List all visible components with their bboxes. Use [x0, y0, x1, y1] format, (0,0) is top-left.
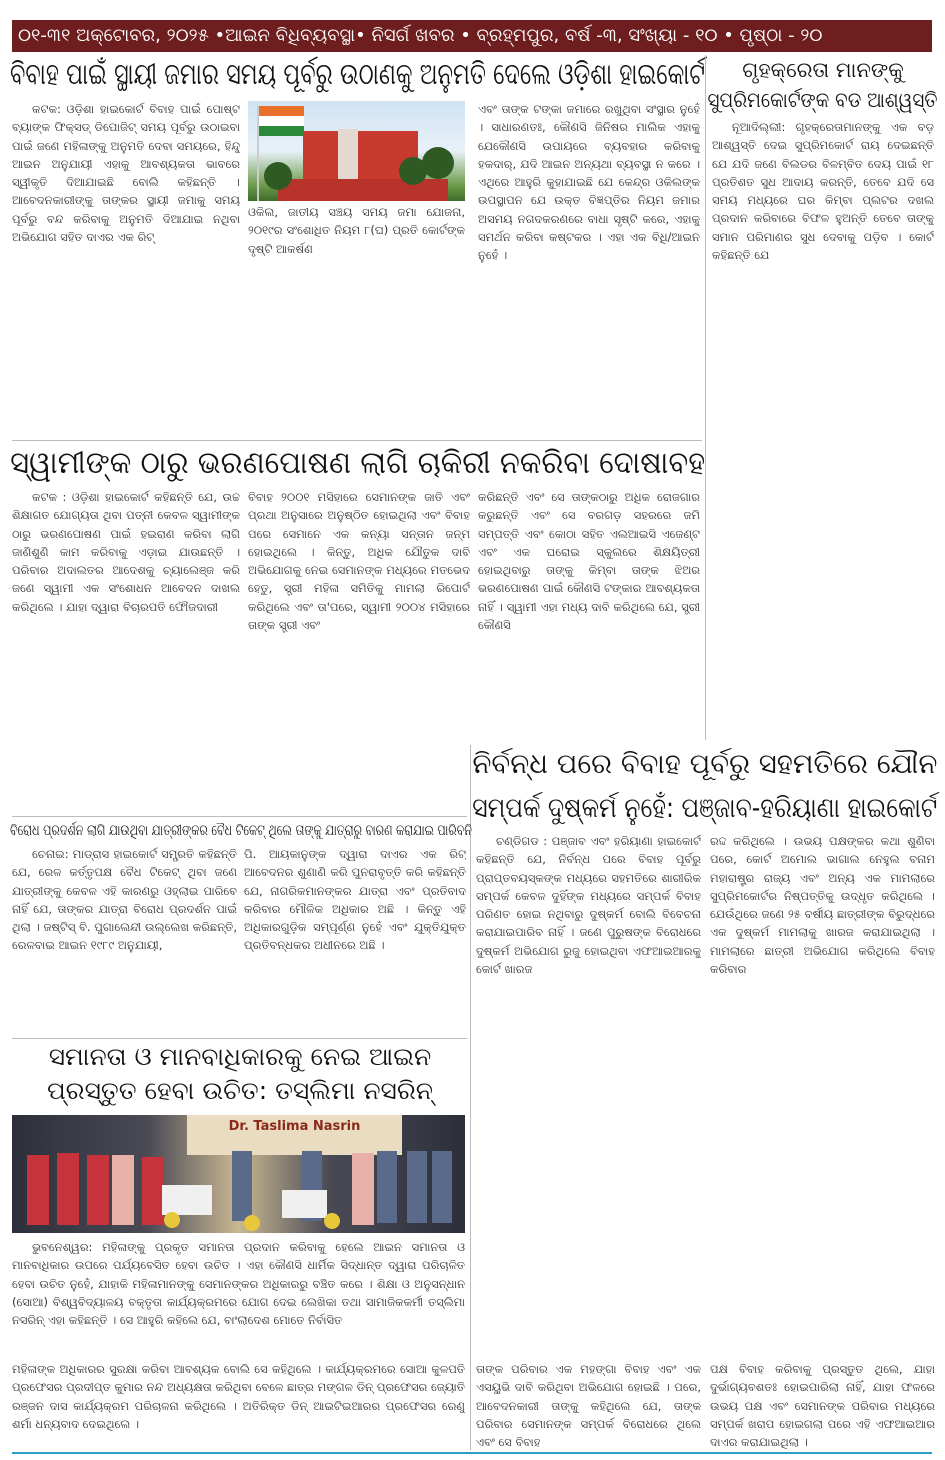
article-text: ଚେନାଇ: ମାଡ୍ରାସ ହାଇକୋର୍ଟ ସମ୍ପ୍ରତି କହିଛନ୍ତି ଯେ, ରେଳ କର୍ତ୍ତୃପକ୍ଷ ବୈଧ ଟିକେଟ୍ ଥିବା ଜଣେ ଯାତ୍ରୀଙ୍କୁ କେବଳ ଏହି କାରଣରୁ ଓହ୍ଲାଇ ପାରିବେ ନାହିଁ ଯେ, ତାଙ୍କର ଯାତ୍ରା ବିରୋଧ ପ୍ରଦର୍ଶନ ପାଇଁ ଥିଲା । ଜଷ୍ଟିସ୍ ବି. ପୁଗାଲେନ୍ଦୀ ଉଲ୍ଲେଖ କରିଛନ୍ତି, ରେଳବାଇ ଆଇନ ୧୯୮୯ ଅନୁଯାୟୀ,	[12, 847, 237, 953]
article-6-body-end	[12, 1360, 465, 1452]
article-text: କଟକ : ଓଡ଼ିଶା ହାଇକୋର୍ଟ କହିଛନ୍ତି ଯେ, ଉଚ୍ଚ ଶିକ୍ଷାଗତ ଯୋଗ୍ୟତା ଥିବା ପତ୍ନୀ କେବଳ ସ୍ୱାମୀଙ୍କ ଠାରୁ ଭରଣପୋଷଣ ପାଇଁ ହଇରାଣ କରିବା ଲାଗି ଜାଣିଶୁଣି କାମ କରିବାକୁ ଏଡ଼ାଇ ଯାଉଛନ୍ତି । ପରିବାର ଅଦାଲତର ଆଦେଶକୁ ଚ୍ୟାଲେଞ୍ଜ କରି ଜଣେ ସ୍ୱାମୀ ଏକ ସଂଶୋଧନ ଆବେଦନ ଦାଖଲ କରିଥିଲେ । ଯାହା ଦ୍ୱାରା ବିଚାରପତି ଫୌଜଦାରୀ	[12, 490, 240, 614]
article-4-col-2	[710, 832, 935, 1344]
article-1-col-3	[478, 100, 700, 435]
article-text: କରିଛନ୍ତି ଏବଂ ସେ ତାଙ୍କଠାରୁ ଅଧିକ ରୋଜଗାର କରୁଛନ୍ତି ଏବଂ ସେ ବରଗଡ଼ ସହରରେ ଜମି ସମ୍ପତ୍ତି ଏବଂ କୋଠା ସହିତ ଏଲଆଇସି ଏଜେଣ୍ଟ ଏବଂ ଏକ ଘରୋଇ ସ୍କୁଲରେ ଶିକ୍ଷୟିତ୍ରୀ ହୋଇଥିବାରୁ ତାଙ୍କୁ କିମ୍ବା ତାଙ୍କ ଝିଅର ଭରଣପୋଷଣ ପାଇଁ କୌଣସି ଟଙ୍କାର ଆବଶ୍ୟକତା ନାହିଁ । ସ୍ୱାମୀ ଏହା ମଧ୍ୟ ଦାବି କରିଥିଲେ ଯେ, ସ୍ତ୍ରୀ କୌଣସି	[478, 490, 700, 633]
article-text: ଏବଂ ତାଙ୍କ ଟଙ୍କା ଜମାରେ ରଖୁଥିବା ସଂସ୍ଥାର ନୁହେଁ । ସାଧାରଣତଃ, କୌଣସି ଜିନିଷର ମାଲିକ ଏହାକୁ ଯେକୌଣସି ଉପାୟରେ ବ୍ୟବହାର କରିବାକୁ ହକଦାର୍, ଯଦି ଆଇନ ଅନ୍ୟଥା ବ୍ୟବସ୍ଥା ନ କରେ । ଏଥିରେ ଆହୁରି କୁହାଯାଇଛି ଯେ କେନ୍ଦ୍ର ଓକିଲଙ୍କ ଉପସ୍ଥାପନ ଯେ ଉକ୍ତ ବିଜ୍ଞପ୍ତିର ନିୟମ ଜମାର ଅସମୟ ନଗଦକରଣରେ ବାଧା ସୃଷ୍ଟି କରେ, ଏହାକୁ ସମର୍ଥନ କରିବା କଷ୍ଟକର । ଏହା ଏକ ବିଧି/ଆଇନ ନୁହେଁ ।	[478, 102, 700, 263]
headline-maintenance	[10, 442, 705, 484]
article-text: ମହିଳାଙ୍କ ଅଧିକାରର ସୁରକ୍ଷା କରିବା ଆବଶ୍ୟକ ବୋଲି ସେ କହିଥିଲେ । କାର୍ଯ୍ୟକ୍ରମରେ ସୋଆ କୁଳପତି ପ୍ରଫେସର ପ୍ରଦୀପ୍ତ କୁମାର ନନ୍ଦ ଅଧ୍ୟକ୍ଷତା କରିଥିବା ବେଳେ ଛାତ୍ର ମଙ୍ଗଳ ଡିନ୍ ପ୍ରଫେସର ଜ୍ୟୋତି ରଞ୍ଜନ ଦାସ କାର୍ଯ୍ୟକ୍ରମ ପରିଚାଳନା କରିଥିଲେ । ଅତିରିକ୍ତ ଡିନ୍ ଆଇଟିଇଆରର ପ୍ରଫେସର ରେଣୁ ଶର୍ମା ଧନ୍ୟବାଦ ଦେଇଥିଲେ ।	[12, 1362, 465, 1431]
article-5-col-1	[12, 845, 237, 1028]
article-text: ନୂଆଦିଲ୍ଲୀ: ଗୃହକ୍ରେତାମାନଙ୍କୁ ଏକ ବଡ଼ ଆଶ୍ୱସ୍ତି ଦେଇ ସୁପ୍ରିମକୋର୍ଟ ରାୟ ଦେଇଛନ୍ତି ଯେ ଯଦି ଜଣେ ବିଲଡର ବିଳମ୍ବିତ ଦେୟ ପାଇଁ ୧୮ ପ୍ରତିଶତ ସୁଧ ଆଦାୟ କରନ୍ତି, ତେବେ ଯଦି ସେ ସମୟ ମଧ୍ୟରେ ଘର କିମ୍ବା ପ୍ଲଟର ଦଖଲ ପ୍ରଦାନ କରିବାରେ ବିଫଳ ହୁଅନ୍ତି ତେବେ ତାଙ୍କୁ ସମାନ ପରିମାଣର ସୁଧ ଦେବାକୁ ପଡ଼ିବ । କୋର୍ଟ କହିଛନ୍ତି ଯେ	[712, 120, 934, 263]
column-divider	[705, 55, 706, 740]
headline-line: ପ୍ରସ୍ତୁତ ହେବା ଉଚିତ: ତସ୍‌ଲିମା ନସରିନ୍	[46, 1076, 434, 1105]
article-4-col-1-end	[476, 1360, 701, 1452]
article-text: ଭୁବନେଶ୍ୱର: ମହିଳାଙ୍କୁ ପ୍ରକୃତ ସମାନତା ପ୍ରଦାନ କରିବାକୁ ହେଲେ ଆଇନ ସମାନତା ଓ ମାନବାଧିକାର ଉପରେ ପର୍ଯ୍ୟବେସିତ ହେବା ଉଚିତ । ଏହା କୌଣସି ଧାର୍ମିକ ସିଦ୍ଧାନ୍ତ ଦ୍ୱାରା ପରିଚାଳିତ ହେବା ଉଚିତ ନୁହେଁ, ଯାହାକି ମହିଳାମାନଙ୍କୁ ସେମାନଙ୍କର ଅଧିକାରରୁ ବଞ୍ଚିତ କରେ । ଶିକ୍ଷା ଓ ଅନୁସନ୍ଧାନ (ସୋଆ) ବିଶ୍ୱବିଦ୍ୟାଳୟ ବକ୍ତୃତା କାର୍ଯ୍ୟକ୍ରମରେ ଯୋଗ ଦେଇ ଲେଖିକା ତଥା ସାମାଜିକକର୍ମୀ ତସ୍‌ଲିମା ନସରିନ୍ ଏହା କହିଛନ୍ତି । ସେ ଆହୁରି କହିଲେ ଯେ, ବାଂଲାଦେଶ ମୋତେ ନିର୍ବାସିତ	[12, 1240, 465, 1328]
photo-banner: Dr. Taslima Nasrin	[187, 1115, 402, 1155]
section-divider	[12, 816, 467, 817]
article-3-col-3	[478, 488, 700, 738]
headline-fd-withdrawal	[10, 55, 705, 95]
masthead-text: ୦୧-୩୧ ଅକ୍ଟୋବର, ୨୦୨୫ •ଆଇନ ବିଧିବ୍ୟବସ୍ଥା• ନିସର୍ଗ ଖବର • ବ୍ରହ୍ମପୁର, ବର୍ଷ -୩, ସଂଖ୍ୟା - ୧୦ • ପୃଷ୍ଠା - ୨୦	[18, 25, 823, 46]
article-5-col-2	[244, 845, 466, 1028]
section-divider	[12, 1038, 467, 1039]
headline-line: ସମାନତା ଓ ମାନବାଧିକାରକୁ ନେଇ ଆଇନ	[48, 1042, 432, 1071]
article-4-col-2-end	[710, 1360, 935, 1452]
article-text: କଟକ: ଓଡ଼ିଶା ହାଇକୋର୍ଟ ବିବାହ ପାଇଁ ପୋଷ୍ଟ ବ୍ୟାଙ୍କ ଫିକ୍ସଡ୍ ଡିପୋଜିଟ୍ ସମୟ ପୂର୍ବରୁ ଉଠାଇବା ପାଇଁ ଜଣେ ମହିଳାଙ୍କୁ ଅନୁମତି ଦେବା ସମୟରେ, ହିନ୍ଦୁ ଆଇନ ଅନୁଯାୟୀ ଏହାକୁ ଆବଶ୍ୟକତା ଭାବରେ ସ୍ୱୀକୃତି ଦିଆଯାଇଛି ବୋଲି କହିଛନ୍ତି । ଆବେଦନକାରୀଙ୍କୁ ତାଙ୍କର ସ୍ଥାୟୀ ଜମାକୁ ସମୟ ପୂର୍ବରୁ ବନ୍ଦ କରିବାକୁ ଅନୁମତି ଦିଆଯାଇ ନଥିବା ଅଭିଯୋଗ ସହିତ ଦାଏର ଏକ ରିଟ୍	[12, 102, 240, 245]
masthead-bar	[12, 20, 932, 52]
headline-text: ସ୍ୱାମୀଙ୍କ ଠାରୁ ଭରଣପୋଷଣ ଲାଗି ଚାକିରୀ ନକରିବା ଦୋଷାବହ	[9, 445, 706, 481]
group-people-image	[12, 1115, 465, 1233]
column-divider	[470, 745, 471, 1450]
event-group-photo	[12, 1115, 465, 1233]
article-3-col-2	[248, 488, 470, 738]
article-text: ପି. ଆୟକାନୁଙ୍କ ଦ୍ୱାରା ଦାଏର ଏକ ରିଟ୍ ଆବେଦନର ଶୁଣାଣି କରି ପୁନରାବୃତ୍ତି କରି କହିଛନ୍ତି ଯେ, ନାଗରିକମାନଙ୍କର ଯାତ୍ରା ଏବଂ ପ୍ରତିବାଦ କରିବାର ମୌଳିକ ଅଧିକାର ଅଛି । କିନ୍ତୁ ଏହି ଅଧିକାରଗୁଡ଼ିକ ସମ୍ପୂର୍ଣ୍ଣ ନୁହେଁ ଏବଂ ଯୁକ୍ତିଯୁକ୍ତ ପ୍ରତିବନ୍ଧକର ଅଧୀନରେ ଅଛି ।	[244, 847, 466, 953]
headline-line: ନିର୍ବନ୍ଧ ପରେ ବିବାହ ପୂର୍ବରୁ ସହମତିରେ ଯୌନ	[471, 747, 938, 780]
headline-homebuyers	[708, 55, 938, 115]
article-text: ବିବାହ ୨୦୦୧ ମସିହାରେ ସେମାନଙ୍କ ଜାତି ଏବଂ ପ୍ରଥା ଅନୁସାରେ ଅନୁଷ୍ଠିତ ହୋଇଥିଲା ଏବଂ ବିବାହ ପରେ ସେମାନେ ଏକ କନ୍ୟା ସନ୍ତାନ ଜନ୍ମ ହୋଇଥିଲେ । କିନ୍ତୁ, ଅଧିକ ଯୌତୁକ ଦାବି ଅଭିଯୋଗକୁ ନେଇ ସେମାନଙ୍କ ମଧ୍ୟରେ ମତଭେଦ ହେତୁ, ସ୍ତ୍ରୀ ମହିଳା ସମିତିକୁ ମାମଲା ରିପୋର୍ଟ କରିଥିଲେ ଏବଂ ତା'ପରେ, ସ୍ୱାମୀ ୨୦୦୪ ମସିହାରେ ତାଙ୍କ ସ୍ତ୍ରୀ ଏବଂ	[248, 490, 470, 633]
article-1-col-1	[12, 100, 240, 435]
court-building-image	[248, 101, 465, 201]
article-1-col-2	[248, 203, 465, 435]
headline-line: ସୁପ୍ରିମକୋର୍ଟଙ୍କ ବଡ ଆଶ୍ୱସ୍ତି	[708, 88, 938, 112]
high-court-photo	[248, 101, 465, 201]
bottom-accent-line	[12, 1452, 932, 1454]
article-4-col-1	[476, 832, 701, 1344]
headline-line: ସମ୍ପର୍କ ଦୁଷ୍କର୍ମ ନୁହେଁ: ପଞ୍ଜାବ-ହରିୟାଣା ହାଇକୋର୍ଟ	[472, 791, 937, 824]
article-text: ରଦ୍ଦ କରିଥିଲେ । ଉଭୟ ପକ୍ଷଙ୍କର କଥା ଶୁଣିବା ପରେ, କୋର୍ଟ ଅମୋଲ ଭାଗାଲ ନେହୁଲ ବନାମ ମହାରାଷ୍ଟ୍ର ରାଜ୍ୟ ଏବଂ ଅନ୍ୟ ଏକ ମାମଲାରେ ସୁପ୍ରିମକୋର୍ଟର ନିଷ୍ପତ୍ତିକୁ ଉଦ୍ଧୃତ କରିଥିଲେ । ଯେଉଁଥିରେ ଜଣେ ୨୫ ବର୍ଷୀୟ ଛାତ୍ରୀଙ୍କ ବିରୁଦ୍ଧରେ ଏକ ଦୁଷ୍କର୍ମ ମାମଲାକୁ ଖାରଜ କରାଯାଇଥିଲା । ମାମଲାରେ ଛାତ୍ରୀ ଅଭିଯୋଗ କରିଥିଲେ ବିବାହ କରିବାର	[710, 834, 935, 977]
headline-taslima-nasrin	[10, 1040, 470, 1108]
article-2-col-1	[712, 118, 934, 738]
headline-train-ticket	[10, 818, 472, 842]
headline-text: ବିବାହ ପାଇଁ ସ୍ଥାୟୀ ଜମାର ସମୟ ପୂର୍ବରୁ ଉଠାଣକୁ ଅନୁମତି ଦେଲେ ଓଡ଼ିଶା ହାଇକୋର୍ଟ	[10, 57, 706, 92]
section-divider	[12, 440, 702, 441]
headline-punjab-haryana	[472, 742, 937, 830]
article-text: ପକ୍ଷ ବିବାହ କରିବାକୁ ପ୍ରସ୍ତୁତ ଥିଲେ, ଯାହା ଦୁର୍ଭାଗ୍ୟବଶତଃ ହୋଇପାରିଲା ନାହିଁ, ଯାହା ଫଳରେ ଉଭୟ ପକ୍ଷ ଏବଂ ସେମାନଙ୍କ ପରିବାର ମଧ୍ୟରେ ସମ୍ପର୍କ ଖରାପ ହୋଇଗଲା ପରେ ଏହି ଏଫଆଇଆର ଦାଏର କରାଯାଇଥିଲା ।	[710, 1362, 935, 1450]
article-text: ତାଙ୍କ ପରିବାର ଏକ ମହଙ୍ଗା ବିବାହ ଏବଂ ଏକ ଏସୟୁଭି ଦାବି କରିଥିବା ଅଭିଯୋଗ ହୋଇଛି । ପରେ, ଆବେଦନକାରୀ ତାଙ୍କୁ କହିଥିଲେ ଯେ, ତାଙ୍କ ପରିବାର ସେମାନଙ୍କ ସମ୍ପର୍କ ବିରୋଧରେ ଥିଲେ ଏବଂ ସେ ବିବାହ	[476, 1362, 701, 1450]
article-text: ଚଣ୍ଡିଗଡ : ପଞ୍ଜାବ ଏବଂ ହରିୟାଣା ହାଇକୋର୍ଟ କହିଛନ୍ତି ଯେ, ନିର୍ବନ୍ଧ ପରେ ବିବାହ ପୂର୍ବରୁ ପ୍ରାପ୍ତବୟସ୍କଙ୍କ ମଧ୍ୟରେ ସହମତିରେ ଶାରୀରିକ ସମ୍ପର୍କ କେବଳ ଦୁହିଁଙ୍କ ମଧ୍ୟରେ ସମ୍ପର୍କ ବିବାହ ପରିଣତ ହୋଇ ନଥିବାରୁ ଦୁଷ୍କର୍ମ ବୋଲି ବିବେଚନା କରାଯାଇପାରିବ ନାହିଁ । ଜଣେ ପୁରୁଷଙ୍କ ବିରୋଧରେ ଦୁଷ୍କର୍ମ ଅଭିଯୋଗ ରୁଜୁ ହୋଇଥିବା ଏଫଆଇଆରକୁ କୋର୍ଟ ଖାରଜ	[476, 834, 701, 977]
article-6-body	[12, 1238, 465, 1348]
headline-line: ଗୃହକ୍ରେତା ମାନଙ୍କୁ	[742, 58, 904, 82]
headline-text: ବିରୋଧ ପ୍ରଦର୍ଶନ ଲାଗି ଯାଉଥିବା ଯାତ୍ରୀଙ୍କର ବୈଧ ଟିକେଟ୍ ଥିଲେ ତାଙ୍କୁ ଯାତ୍ରାରୁ ବାରଣ କରାଯାଇ ପାରିବନି	[10, 821, 472, 839]
article-text: ଓକିଲ, ଜାତୀୟ ସଞ୍ଚୟ ସମୟ ଜମା ଯୋଜନା, ୨୦୧୯ର ସଂଶୋଧିତ ନିୟମ ୮(ଘ) ପ୍ରତି କୋର୍ଟଙ୍କ ଦୃଷ୍ଟି ଆକର୍ଷଣ	[248, 205, 465, 256]
article-3-col-1	[12, 488, 240, 738]
